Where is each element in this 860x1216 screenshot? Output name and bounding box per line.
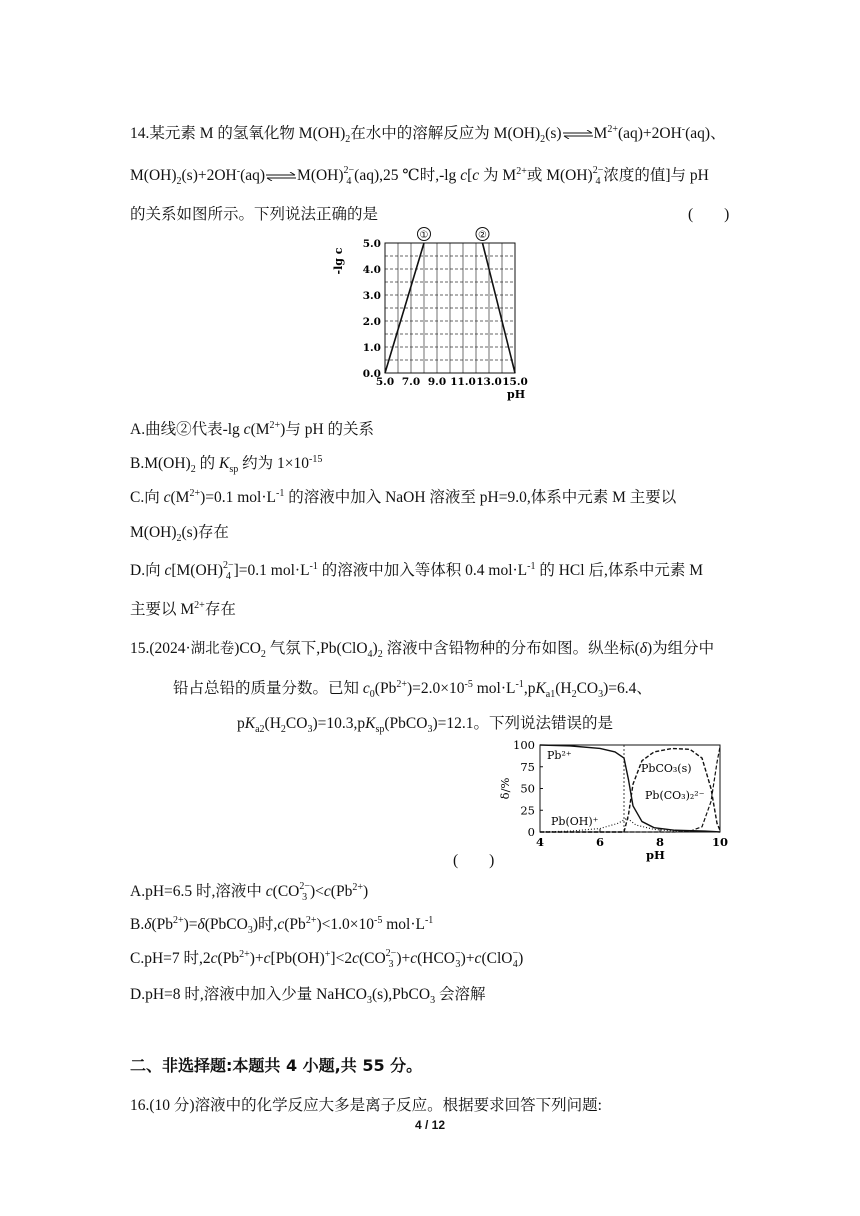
x-tick-label: 7.0 bbox=[401, 376, 421, 388]
q16-line1: 16.(10 分)溶液中的化学反应大多是离子反应。根据要求回答下列问题: bbox=[130, 1097, 602, 1114]
q14-option-a: A.曲线②代表-lg $c(M^{2+})$与 pH 的关系 bbox=[130, 419, 375, 438]
q14-chart-svg bbox=[330, 225, 530, 410]
page-number: 4 / 12 bbox=[414, 1118, 446, 1132]
q15-chart-svg bbox=[495, 735, 735, 863]
q15-line1: 15.(2024·湖北卷)$CO_2$ 气氛下$,Pb(ClO_4)_2$ 溶液中含铅物种的分布如图。纵坐标(δ)为组分中 bbox=[130, 640, 715, 661]
answer-blank: ( ) bbox=[688, 206, 730, 223]
y-tick-label: 5.0 bbox=[362, 238, 381, 250]
y-axis-label: -lg c bbox=[332, 247, 345, 275]
q14-option-d-cont: 主要以 $M^{2+}$存在 bbox=[130, 599, 236, 618]
q14-option-d: D.向 c[M(OH) 2− 4 ]=0.1 $mol\cdot L^{-1}$ 的溶液中加入等体积 0.4 $mol\cdot L^{-1}$ 的 HCl 后,体系中元素 M bbox=[130, 559, 703, 582]
x-axis-label: pH bbox=[507, 388, 526, 401]
y-tick-label: 0.0 bbox=[362, 368, 381, 380]
q14-option-c-cont: $M(OH)_2(s)$存在 bbox=[130, 524, 229, 545]
q14-line3: 的关系如图所示。下列说法正确的是 bbox=[130, 206, 379, 223]
x-axis-label: pH bbox=[646, 848, 665, 862]
q14-option-c: C.向 $c(M^{2+})=0.1$ $mol\cdot L^{-1}$ 的溶液中加入 NaOH 溶液至 pH=9.0,体系中元素 M 主要以 bbox=[130, 487, 677, 506]
q15-line3: $pK_{a2}(H_2CO_3)=10.3,pK_{sp}(PbCO_3)=12.1$。下列说法错误的是 bbox=[237, 715, 613, 736]
species-label: Pb(OH)⁺ bbox=[551, 815, 599, 828]
source-tag: 湖北卷 bbox=[190, 641, 235, 657]
x-tick-label: 13.0 bbox=[476, 376, 502, 388]
x-tick-label: 6 bbox=[595, 835, 605, 849]
x-tick-label: 9.0 bbox=[427, 376, 447, 388]
species-label: PbCO₃(s) bbox=[641, 762, 692, 775]
y-tick-label: 100 bbox=[513, 738, 535, 752]
y-tick-label: 1.0 bbox=[362, 342, 381, 354]
q14-option-b: $B.M(OH)_2$ 的 $K_{sp}$ 约为 $1\times 10^{-15}$ bbox=[130, 453, 323, 476]
y-tick-label: 50 bbox=[520, 781, 535, 796]
y-tick-label: 3.0 bbox=[362, 290, 381, 302]
x-tick-label: 4 bbox=[535, 835, 545, 849]
x-tick-label: 11.0 bbox=[450, 376, 476, 388]
x-tick-label: 5.0 bbox=[375, 376, 395, 388]
curve-label: ① bbox=[419, 230, 429, 241]
equilibrium-arrow-icon bbox=[266, 172, 296, 181]
species-label: Pb²⁺ bbox=[547, 749, 572, 762]
q15-chart bbox=[495, 735, 735, 863]
q15-option-b: $B.\delta(Pb^{2+})=\delta(PbCO_3)$时$,c(Pb^{2+})<1.0\times 10^{-5}$ $mol\cdot L^{-1}$ bbox=[130, 914, 434, 937]
y-axis-label: δ/% bbox=[498, 777, 512, 800]
x-tick-label: 10 bbox=[711, 835, 729, 849]
q14-line2: $M(OH)_2(s)+2OH^-(aq)$ M(OH) 2− 4 (aq),25 ℃时,-lg c[c 为 $M^{2+}$或 M(OH) 2− 4 浓度的值]与 pH bbox=[130, 164, 709, 188]
y-tick-label: 4.0 bbox=[362, 264, 381, 276]
y-tick-label: 2.0 bbox=[362, 316, 381, 328]
q15-line2: 铅占总铅的质量分数。已知 $c_0(Pb^{2+})=2.0\times 10^{-5}$ $mol\cdot L^{-1},pK_{a1}(H_2CO_3)=6.4$、 bbox=[173, 678, 652, 701]
curve-label: ② bbox=[478, 230, 487, 241]
equilibrium-arrow-icon bbox=[563, 130, 593, 139]
q15-option-c: C.pH=7 时$,2c(Pb^{2+})+c[Pb(OH)^+]<2c(CO$ 2− 3 )+c(HCO − 3 )+c(ClO − 4 ) bbox=[130, 947, 524, 970]
species-label: Pb(CO₃)₂²⁻ bbox=[645, 789, 705, 802]
y-tick-label: 75 bbox=[520, 759, 535, 774]
q14-line1: 14.某元素 M 的氢氧化物 $M(OH)_2$在水中的溶解反应为 $M(OH)_2(s)$ $M^{2+}(aq)+2OH^-(aq)$、 bbox=[130, 123, 726, 146]
q15-option-a: A.pH=6.5 时,溶液中 c(CO 2− 3 )$<c(Pb^{2+})$ bbox=[130, 880, 369, 903]
q15-option-d: D.pH=8 时,溶液中加入少量 NaHCO$_3$(s),PbCO$_3$ 会溶解 bbox=[130, 986, 486, 1007]
answer-blank: ( ) bbox=[453, 852, 495, 869]
y-tick-label: 25 bbox=[520, 803, 535, 818]
y-tick-label: 0 bbox=[527, 825, 535, 839]
q14-chart bbox=[330, 225, 530, 410]
x-tick-label: 8 bbox=[655, 835, 665, 849]
section-heading: 二、非选择题:本题共 4 小题,共 55 分。 bbox=[130, 1056, 423, 1075]
x-tick-label: 15.0 bbox=[502, 376, 528, 388]
